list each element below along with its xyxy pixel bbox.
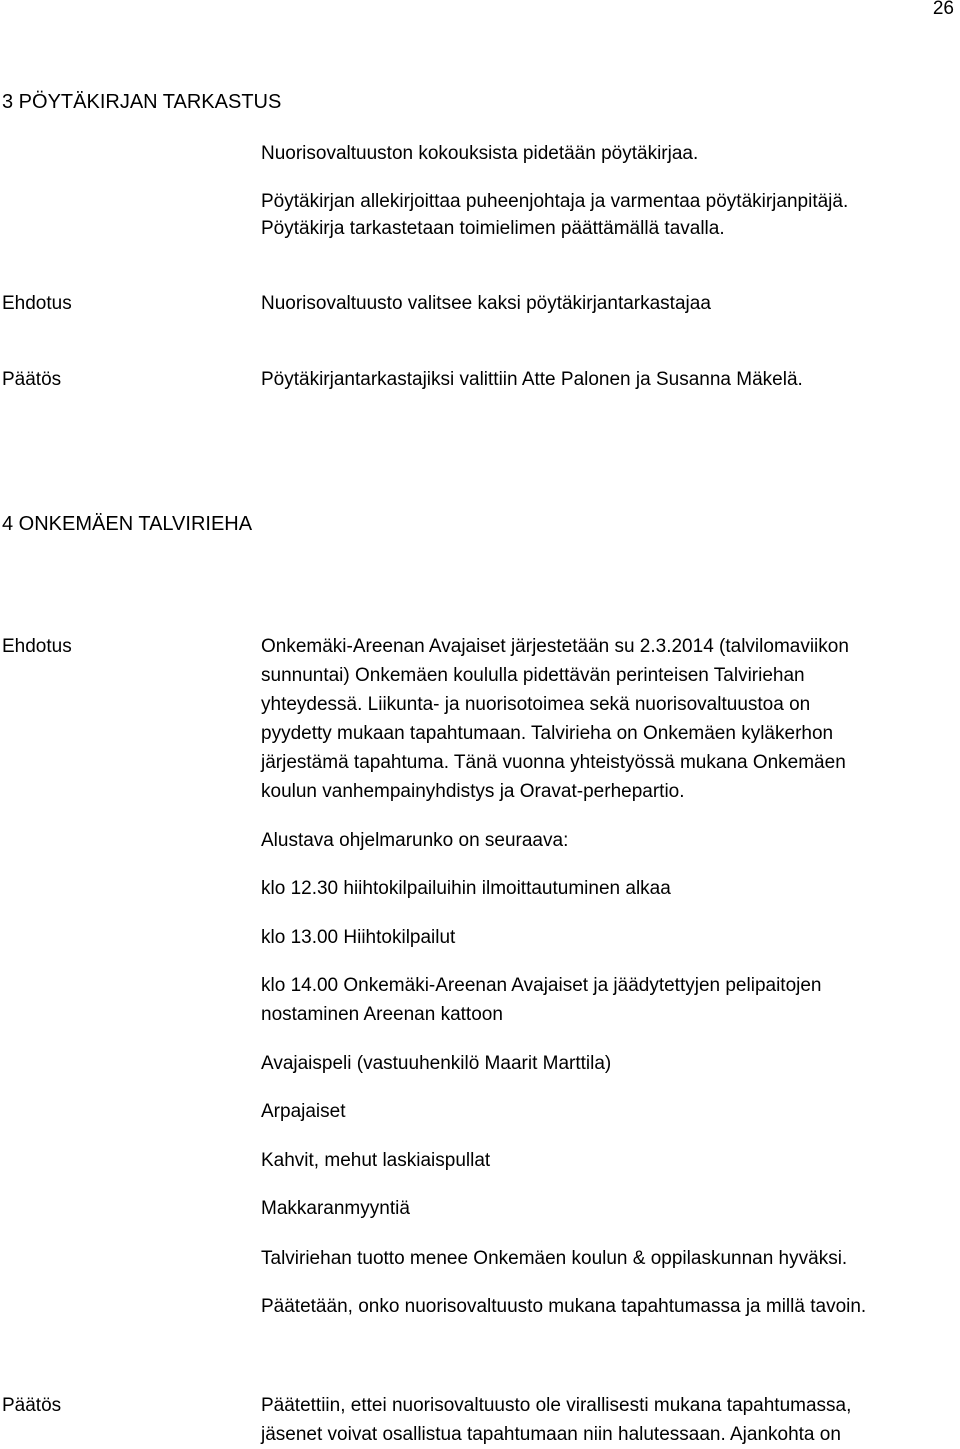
event-item: Makkaranmyyntiä	[261, 1198, 410, 1219]
program-item: klo 12.30 hiihtokilpailuihin ilmoittautuminen alkaa	[261, 878, 671, 899]
section-3-intro: Nuorisovaltuuston kokouksista pidetään pöytäkirjaa.	[261, 143, 699, 164]
section-4-proposal-line: yhteydessä. Liikunta- ja nuorisotoimea sekä nuorisovaltuustoa on	[261, 694, 811, 715]
section-3-heading: 3 PÖYTÄKIRJAN TARKASTUS	[2, 91, 282, 113]
proceeds-note: Talviriehan tuotto menee Onkemäen koulun & oppilaskunnan hyväksi.	[261, 1248, 848, 1269]
event-item: Avajaispeli (vastuuhenkilö Maarit Marttila)	[261, 1053, 612, 1074]
section-3-proposal-label: Ehdotus	[2, 293, 72, 314]
event-item: Kahvit, mehut laskiaispullat	[261, 1150, 491, 1171]
section-3-paragraph-line: Pöytäkirja tarkastetaan toimielimen päättämällä tavalla.	[261, 218, 725, 239]
section-4-heading: 4 ONKEMÄEN TALVIRIEHA	[2, 513, 253, 535]
decision-question: Päätetään, onko nuorisovaltuusto mukana tapahtumassa ja millä tavoin.	[261, 1296, 867, 1317]
section-3-decision-text: Pöytäkirjantarkastajiksi valittiin Atte Palonen ja Susanna Mäkelä.	[261, 369, 803, 390]
section-3-paragraph-line: Pöytäkirjan allekirjoittaa puheenjohtaja ja varmentaa pöytäkirjanpitäjä.	[261, 191, 849, 212]
section-4-proposal-line: Onkemäki-Areenan Avajaiset järjestetään su 2.3.2014 (talvilomaviikon	[261, 636, 849, 657]
program-item-continued: nostaminen Areenan kattoon	[261, 1004, 503, 1025]
program-item: klo 14.00 Onkemäki-Areenan Avajaiset ja jäädytettyjen pelipaitojen	[261, 975, 822, 996]
program-item: klo 13.00 Hiihtokilpailut	[261, 927, 456, 948]
event-item: Arpajaiset	[261, 1101, 346, 1122]
section-4-proposal-line: sunnuntai) Onkemäen koululla pidettävän perinteisen Talviriehan	[261, 665, 805, 686]
section-3-proposal-text: Nuorisovaltuusto valitsee kaksi pöytäkirjantarkastajaa	[261, 293, 711, 314]
section-4-proposal-line: järjestämä tapahtuma. Tänä vuonna yhteistyössä mukana Onkemäen	[261, 752, 846, 773]
section-4-decision-label: Päätös	[2, 1395, 62, 1416]
page-number: 26	[932, 0, 954, 19]
section-4-decision-line: Päätettiin, ettei nuorisovaltuusto ole virallisesti mukana tapahtumassa,	[261, 1395, 852, 1416]
section-3-decision-label: Päätös	[2, 369, 62, 390]
section-4-proposal-line: pyydetty mukaan tapahtumaan. Talvirieha on Onkemäen kyläkerhon	[261, 723, 834, 744]
program-intro: Alustava ohjelmarunko on seuraava:	[261, 830, 569, 851]
section-4-proposal-line: koulun vanhempainyhdistys ja Oravat-perhepartio.	[261, 781, 685, 802]
section-4-proposal-label: Ehdotus	[2, 636, 72, 657]
section-4-decision-line: jäsenet voivat osallistua tapahtumaan niin halutessaan. Ajankohta on	[261, 1424, 841, 1445]
